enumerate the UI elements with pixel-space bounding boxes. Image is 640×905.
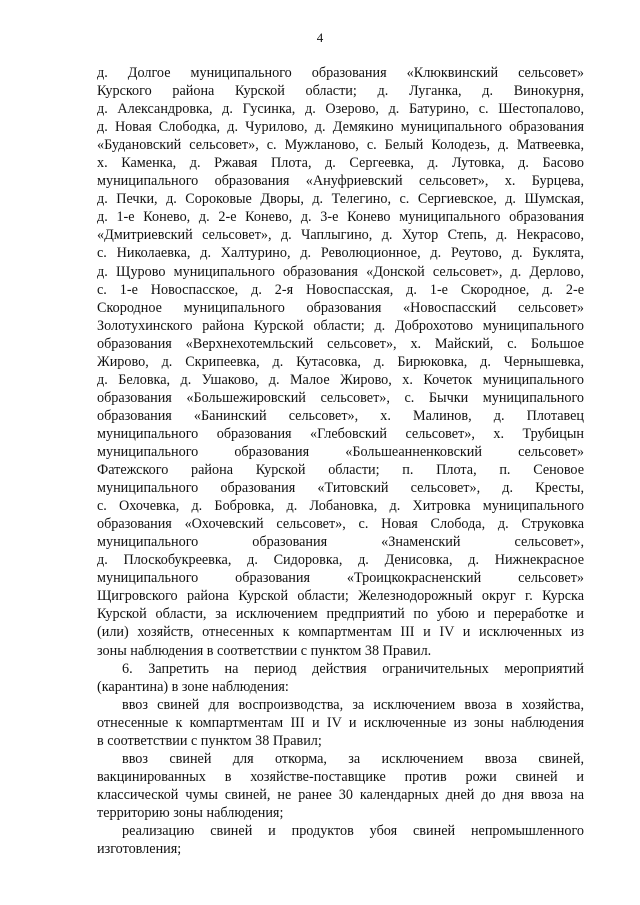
text-line: Фатежского района Курской области; п. Плота, п. Сеновое xyxy=(97,462,584,479)
text-line: образования «Банинский сельсовет», х. Малинов, д. Плотавец xyxy=(97,407,584,424)
text-line: классической чумы свиней, не ранее 30 календарных дней до дня ввоза на xyxy=(97,786,584,803)
page-number: 4 xyxy=(316,30,324,45)
text-line: ввоз свиней для откорма, за исключением ввоза свиней, xyxy=(122,750,584,767)
text-line: образования «Большежировский сельсовет», с. Бычки муниципального xyxy=(97,389,584,406)
text-line: Золотухинского района Курской области; д. Доброхотово муниципального xyxy=(97,317,584,334)
text-line: д. Александровка, д. Гусинка, д. Озерово, д. Батурино, с. Шестопалово, xyxy=(97,101,584,118)
text-line: с. Николаевка, д. Халтурино, д. Революционное, д. Реутово, д. Буклята, xyxy=(97,245,584,262)
text-line: Жирово, д. Скрипеевка, д. Кутасовка, д. Бирюковка, д. Чернышевка, xyxy=(97,353,584,370)
text-line: Курской области, за исключением предприятий по убою и переработке и xyxy=(97,606,584,623)
text-line: д. Новая Слободка, д. Чурилово, д. Демякино муниципального образования xyxy=(97,119,584,136)
text-line: в соответствии с пунктом 38 Правил; xyxy=(97,732,322,749)
text-line: муниципального образования «Большеанненковский сельсовет» xyxy=(97,443,584,460)
text-line: отнесенные к компартментам III и IV и исключенные из зоны наблюдения xyxy=(97,714,584,731)
text-line: х. Каменка, д. Ржавая Плота, д. Сергеевка, д. Лутовка, д. Басово xyxy=(97,155,584,172)
text-line: «Дмитриевский сельсовет», д. Чаплыгино, д. Хутор Степь, д. Некрасово, xyxy=(97,227,584,244)
text-line: д. Печки, д. Сороковые Дворы, д. Телегино, с. Сергиевское, д. Шумская, xyxy=(97,191,584,208)
text-line: Щигровского района Курской области; Железнодорожный округ г. Курска xyxy=(97,588,584,605)
text-line: образования «Верхнехотемльский сельсовет», х. Майский, с. Большое xyxy=(97,335,584,352)
text-line: реализацию свиней и продуктов убоя свиней непромышленного xyxy=(122,822,584,839)
text-line: д. Долгое муниципального образования «Клюквинский сельсовет» xyxy=(97,65,584,81)
text-line: д. Плоскобукреевка, д. Сидоровка, д. Денисовка, д. Нижнекрасное xyxy=(97,552,584,569)
text-line: образования «Охочевский сельсовет», с. Новая Слобода, д. Струковка xyxy=(97,516,584,533)
text-line: муниципального образования «Ануфриевский сельсовет», х. Бурцева, xyxy=(97,173,584,190)
text-line: д. 1-е Конево, д. 2-е Конево, д. 3-е Конево муниципального образования xyxy=(97,209,584,226)
text-line: муниципального образования «Знаменский сельсовет», xyxy=(97,534,584,551)
text-line: Курского района Курской области; д. Луганка, д. Винокурня, xyxy=(97,83,584,100)
text-line: с. Охочевка, д. Бобровка, д. Лобановка, д. Хитровка муниципального xyxy=(97,498,584,515)
text-line: д. Щурово муниципального образования «Донской сельсовет», д. Дерлово, xyxy=(97,263,584,280)
text-line: муниципального образования «Титовский сельсовет», д. Кресты, xyxy=(97,480,584,497)
text-line: муниципального образования «Глебовский сельсовет», х. Трубицын xyxy=(97,425,584,442)
text-line: 6. Запретить на период действия ограничительных мероприятий xyxy=(122,660,584,677)
text-line: муниципального образования «Троицкокрасненский сельсовет» xyxy=(97,570,584,587)
text-line: ввоз свиней для воспроизводства, за исключением ввоза в хозяйства, xyxy=(122,696,584,713)
text-line: (карантина) в зоне наблюдения: xyxy=(97,678,289,695)
text-line: территорию зоны наблюдения; xyxy=(97,804,284,821)
text-line: (или) хозяйств, отнесенных к компартментам III и IV и исключенных из xyxy=(97,624,584,641)
text-line: «Будановский сельсовет», с. Мужланово, с. Белый Колодезь, д. Матвеевка, xyxy=(97,137,584,154)
text-line: изготовления; xyxy=(97,841,182,858)
text-line: зоны наблюдения в соответствии с пунктом 38 Правил. xyxy=(97,642,432,659)
text-line: д. Беловка, д. Ушаково, д. Малое Жирово, х. Кочеток муниципального xyxy=(97,371,584,388)
text-line: Скородное муниципального образования «Новоспасский сельсовет» xyxy=(97,299,584,316)
body-text xyxy=(97,64,584,858)
text-line: с. 1-е Новоспасское, д. 2-я Новоспасская, д. 1-е Скородное, д. 2-е xyxy=(97,281,584,298)
text-line: вакцинированных в хозяйстве-поставщике против рожи свиней и xyxy=(97,768,584,785)
